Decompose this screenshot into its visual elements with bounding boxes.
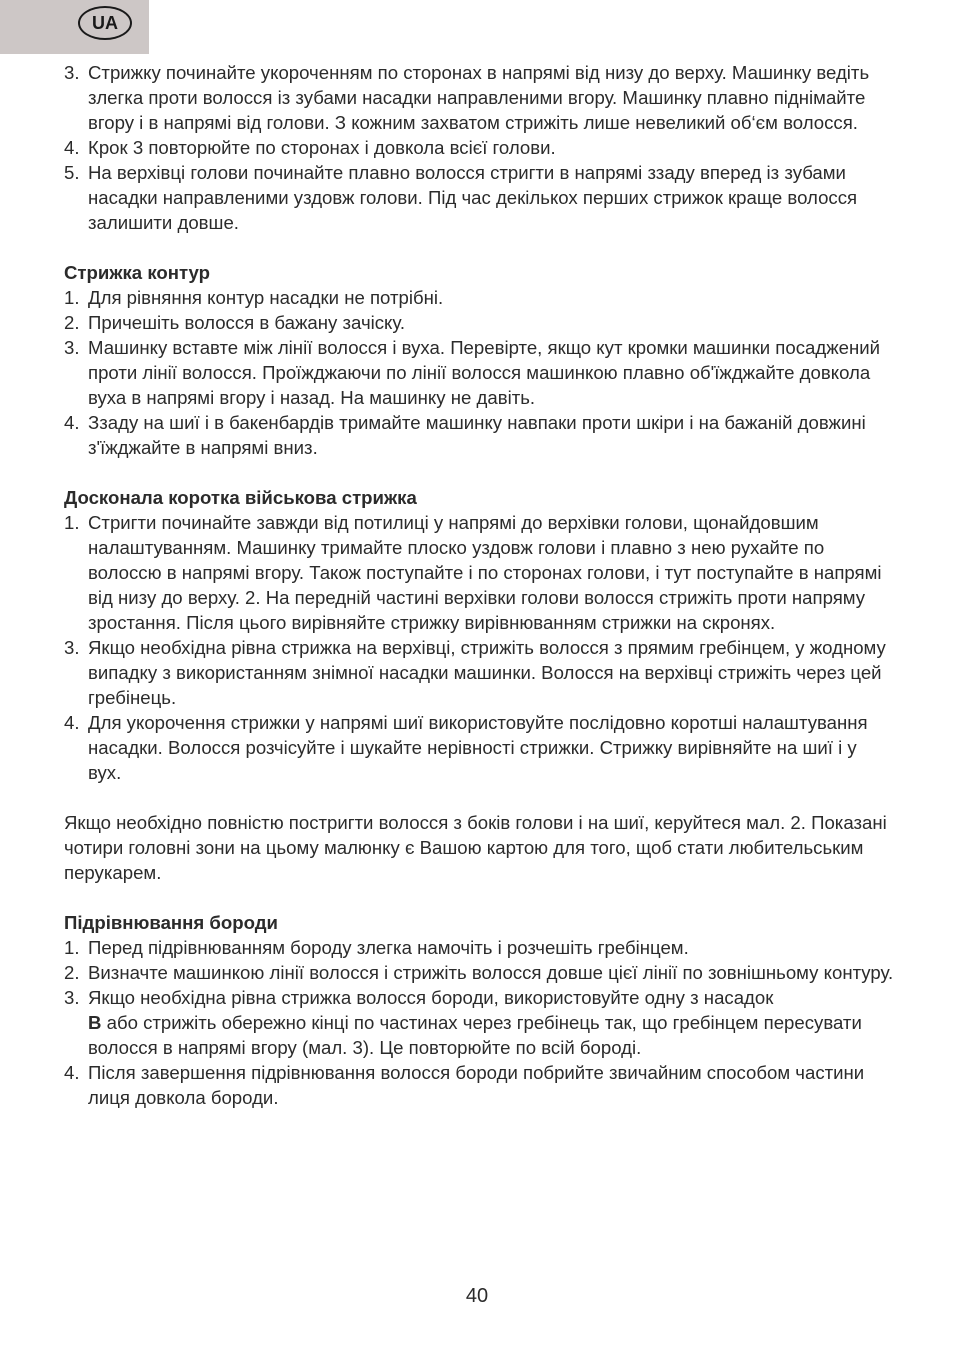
item-text: Машинку вставте між лінії волосся і вуха. Перевірте, якщо кут кромки машинки посаджений проти лінії волосся. Проїжджаючи по лінії волосся машинкою плавно об'їжджайте довкола вуха в напрямі вгору і назад. На машинку не давіть. bbox=[88, 337, 881, 408]
section-heading-beard: Підрівнювання бороди bbox=[64, 912, 278, 933]
list-item bbox=[64, 60, 894, 135]
list-item bbox=[64, 335, 894, 410]
list-item bbox=[64, 1060, 894, 1110]
item-number: 5. bbox=[64, 162, 80, 183]
list-item bbox=[64, 935, 894, 960]
section-heading-contour: Стрижка контур bbox=[64, 262, 210, 283]
list-item bbox=[64, 510, 894, 635]
item-number: 3. bbox=[64, 62, 80, 83]
item-text: Стрижку починайте укороченням по сторонах в напрямі від низу до верху. Машинку ведіть злегка проти волосся із зубами насадки направленими вгору. Машинку плавно піднімайте вгору і в напрямі від голови. З кожним захватом стрижіть лише невеликий об‘єм волосся. bbox=[88, 62, 870, 133]
item-number: 3. bbox=[64, 987, 80, 1008]
list-item bbox=[64, 960, 894, 985]
item-text: Стригти починайте завжди від потилиці у напрямі до верхівки голови, щонайдовшим налаштуванням. Машинку тримайте плоско уздовж голови і плавно з нею рухайте по волоссю в напрямі вгору. Також поступайте і по сторонах голови, і тут поступайте в напрямі від низу до верху. 2. На передній частині верхівки голови волосся стрижіть проти напряму зростання. Після цього вирівняйте стрижку вирівнюванням стрижки на скронях. bbox=[88, 512, 882, 633]
item-text: Крок 3 повторюйте по сторонах і довкола всієї голови. bbox=[88, 137, 556, 158]
language-badge: UA bbox=[78, 6, 132, 40]
military-list bbox=[64, 510, 894, 785]
intro-list bbox=[64, 60, 894, 235]
item-text: Для укорочення стрижки у напрямі шиї використовуйте послідовно коротші налаштування насадки. Волосся розчісуйте і шукайте нерівності стрижки. Стрижку вирівняйте на шиї і у вух. bbox=[88, 712, 868, 783]
item-number: 4. bbox=[64, 137, 80, 158]
item-number: 4. bbox=[64, 412, 80, 433]
item-number: 1. bbox=[64, 512, 80, 533]
beard-list bbox=[64, 935, 894, 1110]
item-number: 2. bbox=[64, 312, 80, 333]
item-number: 2. bbox=[64, 962, 80, 983]
page-content bbox=[64, 60, 894, 1110]
list-item bbox=[64, 410, 894, 460]
item-text: На верхівці голови починайте плавно волосся стригти в напрямі ззаду вперед із зубами насадки направленими уздовж голови. Під час декількох перших стрижок краще волосся залишити довше. bbox=[88, 162, 858, 233]
item-text: Перед підрівнюванням бороду злегка намочіть і розчешіть гребінцем. bbox=[88, 937, 689, 958]
item-number: 1. bbox=[64, 287, 80, 308]
item-number: 4. bbox=[64, 712, 80, 733]
item-number: 3. bbox=[64, 637, 80, 658]
list-item bbox=[64, 310, 894, 335]
language-tab bbox=[0, 0, 149, 54]
attachment-letter: B bbox=[88, 1012, 102, 1033]
item-text: Для рівняння контур насадки не потрібні. bbox=[88, 287, 444, 308]
item-text-before: Якщо необхідна рівна стрижка волосся бороди, використовуйте одну з насадок bbox=[88, 987, 774, 1008]
item-number: 3. bbox=[64, 337, 80, 358]
list-item bbox=[64, 985, 894, 1060]
list-item bbox=[64, 160, 894, 235]
item-text: Якщо необхідна рівна стрижка на верхівці, стрижіть волосся з прямим гребінцем, у жодному випадку з використанням знімної насадки машинки. Волосся на верхівці стрижіть через цей гребінець. bbox=[88, 637, 886, 708]
zones-paragraph: Якщо необхідно повністю постригти волосся з боків голови і на шиї, керуйтеся мал. 2. Показані чотири головні зони на цьому малюнку є Вашою картою для того, щоб стати любительським перукарем. bbox=[64, 812, 887, 883]
item-number: 4. bbox=[64, 1062, 80, 1083]
section-heading-military: Досконала коротка військова стрижка bbox=[64, 487, 417, 508]
item-text: Причешіть волосся в бажану зачіску. bbox=[88, 312, 406, 333]
item-text: Після завершення підрівнювання волосся бороди побрийте звичайним способом частини лиця довкола бороди. bbox=[88, 1062, 865, 1108]
item-text-after: або стрижіть обережно кінці по частинах через гребінець так, що гребінцем пересувати волосся в напрямі вгору (мал. 3). Це повторюйте по всій бороді. bbox=[88, 1012, 862, 1058]
item-text: Ззаду на шиї і в бакенбардів тримайте машинку навпаки проти шкіри і на бажаній довжині з'їжджайте в напрямі вниз. bbox=[88, 412, 866, 458]
list-item bbox=[64, 710, 894, 785]
list-item bbox=[64, 635, 894, 710]
page-number: 40 bbox=[465, 1285, 489, 1307]
list-item bbox=[64, 285, 894, 310]
item-text: Визначте машинкою лінії волосся і стрижіть волосся довше цієї лінії по зовнішньому контуру. bbox=[88, 962, 894, 983]
item-number: 1. bbox=[64, 937, 80, 958]
contour-list bbox=[64, 285, 894, 460]
list-item bbox=[64, 135, 894, 160]
